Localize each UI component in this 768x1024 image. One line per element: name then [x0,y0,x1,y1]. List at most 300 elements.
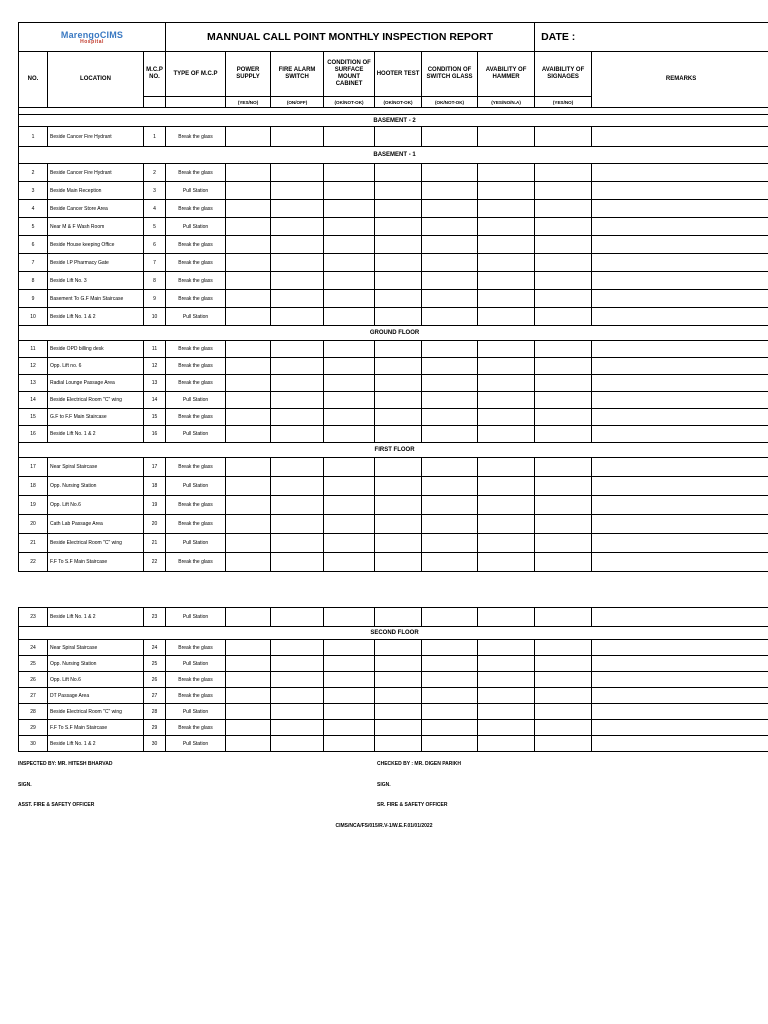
row-switch-glass-cell[interactable] [422,409,478,426]
row-hammer-cell[interactable] [478,341,535,358]
row-remarks-cell[interactable] [592,608,768,627]
row-fire-alarm-cell[interactable] [271,341,324,358]
row-remarks-cell[interactable] [592,127,768,147]
row-hooter-cell[interactable] [375,426,422,443]
sub-switch-glass: (OK/NOT-OK) [422,97,478,108]
row-signages-cell[interactable] [535,127,592,147]
row-remarks-cell[interactable] [592,736,768,752]
section-title: BASEMENT - 2 [19,115,768,127]
row-no: 28 [19,704,48,720]
row-remarks-cell[interactable] [592,477,768,496]
row-mcp-no: 26 [144,672,166,688]
row-mcp-type: Break the glass [166,458,226,477]
row-fire-alarm-cell[interactable] [271,409,324,426]
row-hooter-cell[interactable] [375,640,422,656]
row-fire-alarm-cell[interactable] [271,656,324,672]
row-power-cell[interactable] [226,341,271,358]
row-fire-alarm-cell[interactable] [271,736,324,752]
row-no: 4 [19,200,48,218]
table-row [19,608,768,627]
inspection-table-page-2 [18,607,768,752]
row-switch-glass-cell[interactable] [422,608,478,627]
row-remarks-cell[interactable] [592,200,768,218]
row-remarks-cell[interactable] [592,182,768,200]
row-condition-cabinet-cell[interactable] [324,182,375,200]
row-fire-alarm-cell[interactable] [271,704,324,720]
row-remarks-cell[interactable] [592,672,768,688]
row-hammer-cell[interactable] [478,164,535,182]
row-condition-cabinet-cell[interactable] [324,200,375,218]
row-condition-cabinet-cell[interactable] [324,608,375,627]
table-row [19,477,768,496]
row-hammer-cell[interactable] [478,182,535,200]
row-switch-glass-cell[interactable] [422,640,478,656]
row-signages-cell[interactable] [535,458,592,477]
row-fire-alarm-cell[interactable] [271,720,324,736]
row-power-cell[interactable] [226,553,271,572]
row-hammer-cell[interactable] [478,200,535,218]
row-power-cell[interactable] [226,688,271,704]
row-switch-glass-cell[interactable] [422,254,478,272]
row-switch-glass-cell[interactable] [422,515,478,534]
row-mcp-type: Break the glass [166,358,226,375]
row-signages-cell[interactable] [535,375,592,392]
row-power-cell[interactable] [226,704,271,720]
row-fire-alarm-cell[interactable] [271,164,324,182]
row-switch-glass-cell[interactable] [422,672,478,688]
row-condition-cabinet-cell[interactable] [324,375,375,392]
row-hammer-cell[interactable] [478,409,535,426]
row-hooter-cell[interactable] [375,358,422,375]
row-hammer-cell[interactable] [478,672,535,688]
row-remarks-cell[interactable] [592,426,768,443]
table-row [19,182,768,200]
row-signages-cell[interactable] [535,272,592,290]
row-no: 23 [19,608,48,627]
row-hammer-cell[interactable] [478,553,535,572]
row-power-cell[interactable] [226,127,271,147]
row-power-cell[interactable] [226,458,271,477]
row-hammer-cell[interactable] [478,477,535,496]
row-power-cell[interactable] [226,272,271,290]
row-fire-alarm-cell[interactable] [271,375,324,392]
row-hooter-cell[interactable] [375,200,422,218]
row-remarks-cell[interactable] [592,392,768,409]
date-label: DATE : [535,23,768,52]
row-fire-alarm-cell[interactable] [271,254,324,272]
row-hammer-cell[interactable] [478,272,535,290]
row-signages-cell[interactable] [535,308,592,326]
row-condition-cabinet-cell[interactable] [324,688,375,704]
row-switch-glass-cell[interactable] [422,127,478,147]
row-switch-glass-cell[interactable] [422,656,478,672]
row-signages-cell[interactable] [535,218,592,236]
row-hooter-cell[interactable] [375,272,422,290]
row-condition-cabinet-cell[interactable] [324,358,375,375]
row-hooter-cell[interactable] [375,477,422,496]
row-mcp-type: Break the glass [166,720,226,736]
row-power-cell[interactable] [226,218,271,236]
row-hooter-cell[interactable] [375,656,422,672]
row-hooter-cell[interactable] [375,736,422,752]
row-signages-cell[interactable] [535,341,592,358]
row-mcp-no: 30 [144,736,166,752]
col-header-condition-cabinet: CONDITION OF SURFACE MOUNT CABINET [324,52,375,97]
hospital-logo [19,30,165,45]
row-mcp-no: 28 [144,704,166,720]
section-title: GROUND FLOOR [19,326,768,341]
row-hammer-cell[interactable] [478,358,535,375]
row-switch-glass-cell[interactable] [422,182,478,200]
row-hammer-cell[interactable] [478,308,535,326]
row-power-cell[interactable] [226,290,271,308]
row-condition-cabinet-cell[interactable] [324,290,375,308]
sign-right: SIGN. [377,782,391,788]
row-switch-glass-cell[interactable] [422,200,478,218]
row-condition-cabinet-cell[interactable] [324,218,375,236]
row-fire-alarm-cell[interactable] [271,392,324,409]
row-fire-alarm-cell[interactable] [271,608,324,627]
row-fire-alarm-cell[interactable] [271,218,324,236]
row-remarks-cell[interactable] [592,290,768,308]
row-switch-glass-cell[interactable] [422,458,478,477]
row-remarks-cell[interactable] [592,515,768,534]
row-signages-cell[interactable] [535,182,592,200]
row-mcp-type: Break the glass [166,640,226,656]
row-hooter-cell[interactable] [375,254,422,272]
row-hooter-cell[interactable] [375,409,422,426]
row-switch-glass-cell[interactable] [422,736,478,752]
row-hammer-cell[interactable] [478,392,535,409]
row-signages-cell[interactable] [535,392,592,409]
row-switch-glass-cell[interactable] [422,477,478,496]
row-remarks-cell[interactable] [592,218,768,236]
row-fire-alarm-cell[interactable] [271,477,324,496]
row-fire-alarm-cell[interactable] [271,272,324,290]
row-no: 7 [19,254,48,272]
row-condition-cabinet-cell[interactable] [324,534,375,553]
row-signages-cell[interactable] [535,200,592,218]
row-condition-cabinet-cell[interactable] [324,409,375,426]
row-signages-cell[interactable] [535,426,592,443]
row-hammer-cell[interactable] [478,375,535,392]
row-switch-glass-cell[interactable] [422,534,478,553]
row-hammer-cell[interactable] [478,515,535,534]
row-no: 22 [19,553,48,572]
inspected-by: INSPECTED BY: MR. HITESH BHARVAD [18,761,113,767]
row-power-cell[interactable] [226,254,271,272]
row-hooter-cell[interactable] [375,290,422,308]
section-title: SECOND FLOOR [19,627,768,640]
row-hooter-cell[interactable] [375,553,422,572]
row-remarks-cell[interactable] [592,496,768,515]
row-condition-cabinet-cell[interactable] [324,308,375,326]
row-location: Beside Lift No. 1 & 2 [48,608,144,627]
row-hooter-cell[interactable] [375,182,422,200]
row-signages-cell[interactable] [535,358,592,375]
row-remarks-cell[interactable] [592,409,768,426]
row-remarks-cell[interactable] [592,254,768,272]
table-row [19,127,768,147]
row-signages-cell[interactable] [535,672,592,688]
row-signages-cell[interactable] [535,254,592,272]
row-mcp-no: 13 [144,375,166,392]
row-power-cell[interactable] [226,164,271,182]
row-condition-cabinet-cell[interactable] [324,392,375,409]
row-signages-cell[interactable] [535,534,592,553]
row-condition-cabinet-cell[interactable] [324,515,375,534]
row-switch-glass-cell[interactable] [422,236,478,254]
row-power-cell[interactable] [226,409,271,426]
row-hooter-cell[interactable] [375,375,422,392]
row-fire-alarm-cell[interactable] [271,426,324,443]
row-power-cell[interactable] [226,426,271,443]
row-fire-alarm-cell[interactable] [271,290,324,308]
row-power-cell[interactable] [226,720,271,736]
row-hooter-cell[interactable] [375,608,422,627]
row-remarks-cell[interactable] [592,534,768,553]
row-mcp-no: 8 [144,272,166,290]
row-switch-glass-cell[interactable] [422,290,478,308]
row-hammer-cell[interactable] [478,640,535,656]
row-hammer-cell[interactable] [478,534,535,553]
row-hooter-cell[interactable] [375,458,422,477]
row-signages-cell[interactable] [535,290,592,308]
row-condition-cabinet-cell[interactable] [324,496,375,515]
row-power-cell[interactable] [226,375,271,392]
row-remarks-cell[interactable] [592,164,768,182]
row-hooter-cell[interactable] [375,515,422,534]
row-switch-glass-cell[interactable] [422,426,478,443]
row-signages-cell[interactable] [535,656,592,672]
row-signages-cell[interactable] [535,608,592,627]
row-mcp-no: 6 [144,236,166,254]
logo-cell [19,23,166,52]
row-remarks-cell[interactable] [592,236,768,254]
row-power-cell[interactable] [226,496,271,515]
row-remarks-cell[interactable] [592,272,768,290]
table-row [19,200,768,218]
row-hammer-cell[interactable] [478,496,535,515]
row-hooter-cell[interactable] [375,720,422,736]
row-no: 20 [19,515,48,534]
row-remarks-cell[interactable] [592,358,768,375]
row-condition-cabinet-cell[interactable] [324,164,375,182]
row-location: Near Spiral Staircase [48,458,144,477]
row-hooter-cell[interactable] [375,534,422,553]
table-row [19,496,768,515]
row-signages-cell[interactable] [535,477,592,496]
row-mcp-type: Break the glass [166,127,226,147]
row-power-cell[interactable] [226,477,271,496]
row-hooter-cell[interactable] [375,341,422,358]
row-hammer-cell[interactable] [478,127,535,147]
row-hammer-cell[interactable] [478,426,535,443]
row-switch-glass-cell[interactable] [422,553,478,572]
row-condition-cabinet-cell[interactable] [324,656,375,672]
checked-by: CHECKED BY : MR. DIGEN PARIKH [377,761,461,767]
row-no: 14 [19,392,48,409]
row-fire-alarm-cell[interactable] [271,127,324,147]
row-remarks-cell[interactable] [592,720,768,736]
row-hammer-cell[interactable] [478,458,535,477]
row-power-cell[interactable] [226,656,271,672]
row-mcp-type: Pull Station [166,182,226,200]
row-hooter-cell[interactable] [375,236,422,254]
row-switch-glass-cell[interactable] [422,341,478,358]
row-condition-cabinet-cell[interactable] [324,640,375,656]
row-hammer-cell[interactable] [478,688,535,704]
row-power-cell[interactable] [226,640,271,656]
row-condition-cabinet-cell[interactable] [324,553,375,572]
row-power-cell[interactable] [226,515,271,534]
row-switch-glass-cell[interactable] [422,164,478,182]
row-signages-cell[interactable] [535,720,592,736]
row-hooter-cell[interactable] [375,164,422,182]
row-switch-glass-cell[interactable] [422,358,478,375]
row-signages-cell[interactable] [535,515,592,534]
row-power-cell[interactable] [226,672,271,688]
row-signages-cell[interactable] [535,236,592,254]
row-switch-glass-cell[interactable] [422,496,478,515]
row-hooter-cell[interactable] [375,688,422,704]
row-fire-alarm-cell[interactable] [271,672,324,688]
row-remarks-cell[interactable] [592,640,768,656]
row-hammer-cell[interactable] [478,608,535,627]
row-hooter-cell[interactable] [375,672,422,688]
row-hooter-cell[interactable] [375,308,422,326]
row-no: 6 [19,236,48,254]
row-signages-cell[interactable] [535,164,592,182]
row-signages-cell[interactable] [535,736,592,752]
row-switch-glass-cell[interactable] [422,704,478,720]
table-row [19,426,768,443]
row-fire-alarm-cell[interactable] [271,458,324,477]
row-fire-alarm-cell[interactable] [271,358,324,375]
row-hammer-cell[interactable] [478,736,535,752]
row-condition-cabinet-cell[interactable] [324,672,375,688]
row-location: Opp. Nursing Station [48,477,144,496]
row-remarks-cell[interactable] [592,704,768,720]
row-no: 17 [19,458,48,477]
row-hooter-cell[interactable] [375,704,422,720]
row-signages-cell[interactable] [535,553,592,572]
row-hammer-cell[interactable] [478,290,535,308]
row-condition-cabinet-cell[interactable] [324,236,375,254]
row-condition-cabinet-cell[interactable] [324,720,375,736]
row-power-cell[interactable] [226,182,271,200]
row-fire-alarm-cell[interactable] [271,515,324,534]
table-row [19,164,768,182]
row-mcp-no: 7 [144,254,166,272]
row-mcp-no: 22 [144,553,166,572]
row-condition-cabinet-cell[interactable] [324,426,375,443]
row-signages-cell[interactable] [535,704,592,720]
table-row [19,409,768,426]
row-condition-cabinet-cell[interactable] [324,704,375,720]
row-switch-glass-cell[interactable] [422,720,478,736]
row-switch-glass-cell[interactable] [422,392,478,409]
row-mcp-type: Pull Station [166,218,226,236]
row-signages-cell[interactable] [535,409,592,426]
row-switch-glass-cell[interactable] [422,375,478,392]
row-hooter-cell[interactable] [375,496,422,515]
row-remarks-cell[interactable] [592,308,768,326]
section-title: FIRST FLOOR [19,443,768,458]
row-signages-cell[interactable] [535,688,592,704]
row-power-cell[interactable] [226,608,271,627]
row-remarks-cell[interactable] [592,656,768,672]
row-power-cell[interactable] [226,358,271,375]
row-location: Near M & F Wash Room [48,218,144,236]
row-remarks-cell[interactable] [592,553,768,572]
row-hammer-cell[interactable] [478,704,535,720]
row-condition-cabinet-cell[interactable] [324,477,375,496]
row-power-cell[interactable] [226,392,271,409]
col-header-signages: AVAIBILITY OF SIGNAGES [535,52,592,97]
table-row [19,218,768,236]
row-condition-cabinet-cell[interactable] [324,736,375,752]
row-hooter-cell[interactable] [375,127,422,147]
row-signages-cell[interactable] [535,640,592,656]
row-hooter-cell[interactable] [375,218,422,236]
row-location: Beside Electrical Room "C" wing [48,392,144,409]
row-power-cell[interactable] [226,200,271,218]
row-fire-alarm-cell[interactable] [271,640,324,656]
table-row [19,534,768,553]
row-fire-alarm-cell[interactable] [271,496,324,515]
row-hammer-cell[interactable] [478,720,535,736]
row-remarks-cell[interactable] [592,341,768,358]
row-hammer-cell[interactable] [478,218,535,236]
row-fire-alarm-cell[interactable] [271,308,324,326]
row-condition-cabinet-cell[interactable] [324,458,375,477]
row-condition-cabinet-cell[interactable] [324,127,375,147]
row-switch-glass-cell[interactable] [422,308,478,326]
row-hammer-cell[interactable] [478,656,535,672]
row-power-cell[interactable] [226,308,271,326]
row-location: G.F to F.F Main Staircase [48,409,144,426]
row-fire-alarm-cell[interactable] [271,688,324,704]
row-condition-cabinet-cell[interactable] [324,272,375,290]
row-fire-alarm-cell[interactable] [271,553,324,572]
row-power-cell[interactable] [226,736,271,752]
row-power-cell[interactable] [226,236,271,254]
row-condition-cabinet-cell[interactable] [324,341,375,358]
row-power-cell[interactable] [226,534,271,553]
row-hooter-cell[interactable] [375,392,422,409]
row-fire-alarm-cell[interactable] [271,236,324,254]
row-condition-cabinet-cell[interactable] [324,254,375,272]
row-remarks-cell[interactable] [592,458,768,477]
row-switch-glass-cell[interactable] [422,688,478,704]
row-location: Opp. Nursing Station [48,656,144,672]
row-fire-alarm-cell[interactable] [271,182,324,200]
row-fire-alarm-cell[interactable] [271,200,324,218]
row-hammer-cell[interactable] [478,254,535,272]
row-signages-cell[interactable] [535,496,592,515]
row-mcp-type: Pull Station [166,736,226,752]
row-remarks-cell[interactable] [592,375,768,392]
row-fire-alarm-cell[interactable] [271,534,324,553]
row-switch-glass-cell[interactable] [422,272,478,290]
row-remarks-cell[interactable] [592,688,768,704]
row-switch-glass-cell[interactable] [422,218,478,236]
row-no: 9 [19,290,48,308]
row-hammer-cell[interactable] [478,236,535,254]
row-no: 30 [19,736,48,752]
row-mcp-no: 2 [144,164,166,182]
